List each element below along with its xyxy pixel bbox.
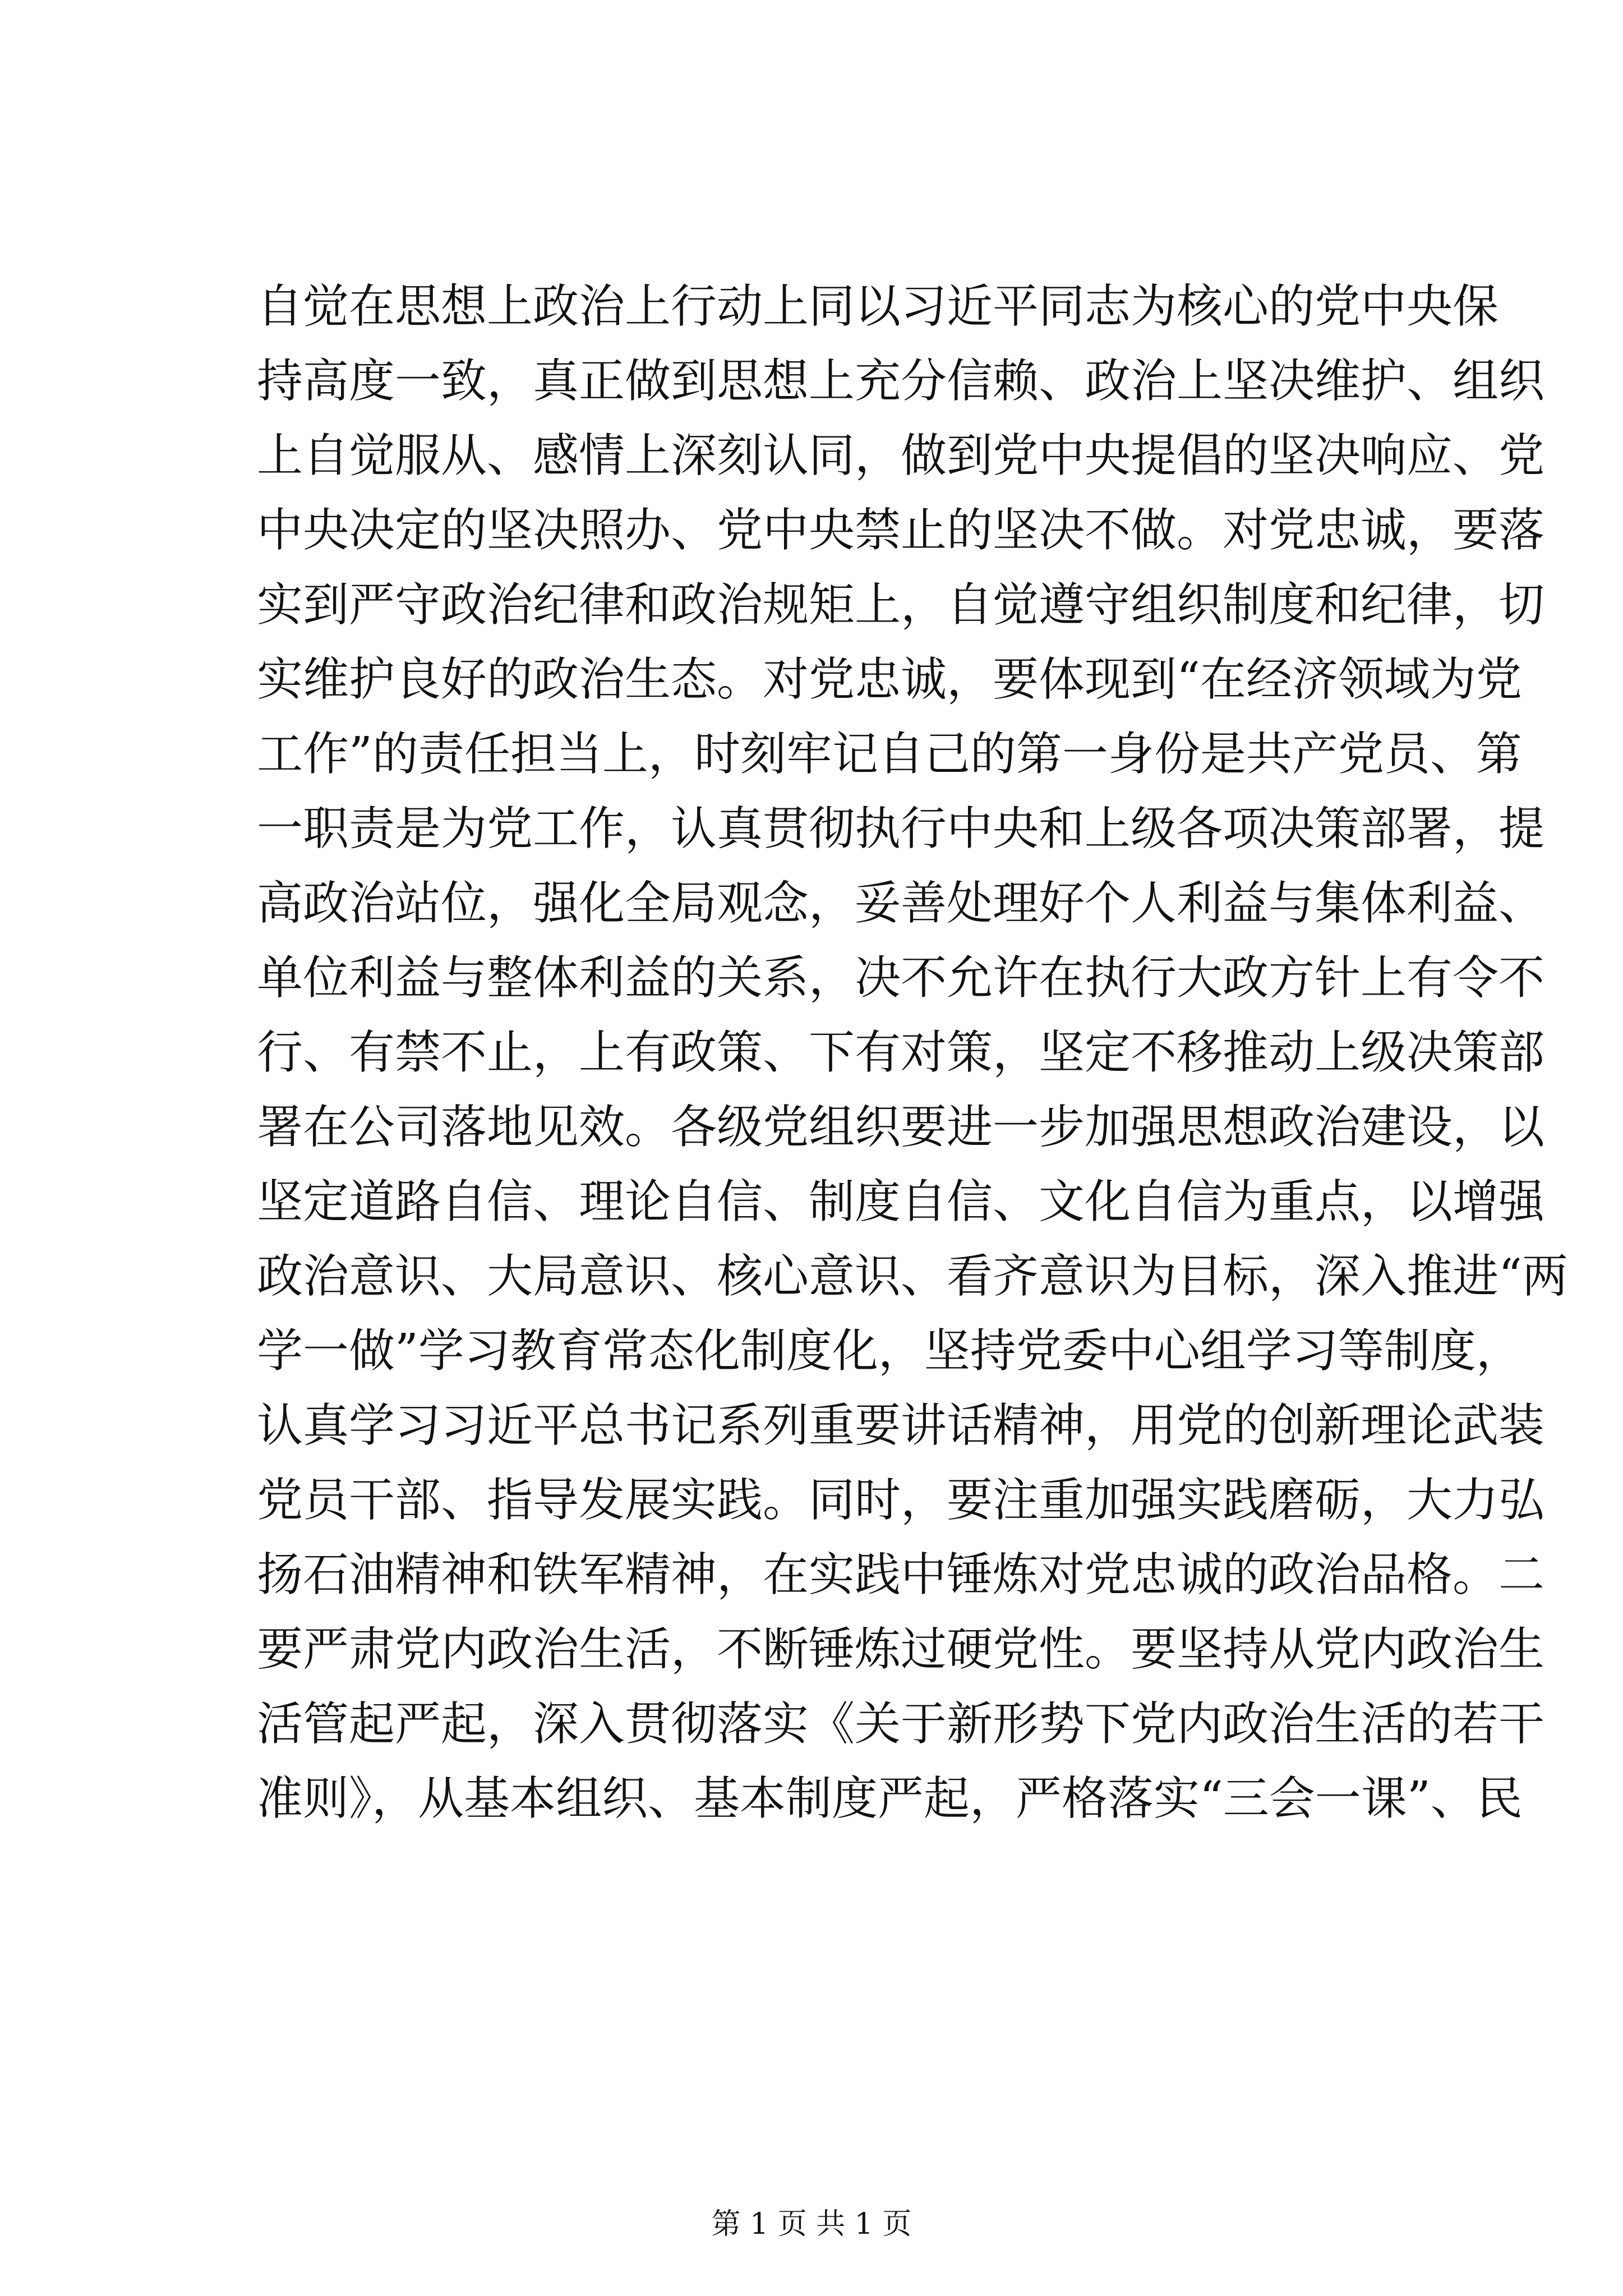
text-line: 坚定道路自信、理论自信、制度自信、文化自信为重点，以增强 [257, 1175, 1545, 1228]
text-line: 要严肃党内政治生活，不断锤炼过硬党性。要坚持从党内政治生 [257, 1623, 1545, 1676]
body-text [257, 269, 1568, 1836]
text-line: 中央决定的坚决照办、党中央禁止的坚决不做。对党忠诚，要落 [257, 504, 1545, 557]
text-line: 扬石油精神和铁军精神，在实践中锤炼对党忠诚的政治品格。二 [257, 1548, 1545, 1602]
text-line: 持高度一致，真正做到思想上充分信赖、政治上坚决维护、组织 [257, 355, 1545, 408]
text-line: 高政治站位，强化全局观念，妥善处理好个人利益与集体利益、 [257, 877, 1545, 930]
text-line: 政治意识、大局意识、核心意识、看齐意识为目标，深入推进“两 [257, 1250, 1568, 1303]
text-line: 署在公司落地见效。各级党组织要进一步加强思想政治建设，以 [257, 1101, 1545, 1154]
text-line: 活管起严起，深入贯彻落实《关于新形势下党内政治生活的若干 [257, 1697, 1545, 1751]
text-line: 工作”的责任担当上，时刻牢记自己的第一身份是共产党员、第 [257, 728, 1522, 781]
text-line: 学一做”学习教育常态化制度化，坚持党委中心组学习等制度， [257, 1324, 1522, 1378]
text-line: 认真学习习近平总书记系列重要讲话精神，用党的创新理论武装 [257, 1399, 1545, 1452]
text-line: 自觉在思想上政治上行动上同以习近平同志为核心的党中央保 [257, 280, 1499, 333]
text-line: 单位利益与整体利益的关系，决不允许在执行大政方针上有令不 [257, 951, 1545, 1005]
text-line: 实到严守政治纪律和政治规矩上，自觉遵守组织制度和纪律，切 [257, 578, 1545, 632]
text-line: 一职责是为党工作，认真贯彻执行中央和上级各项决策部署，提 [257, 802, 1545, 855]
text-line: 上自觉服从、感情上深刻认同，做到党中央提倡的坚决响应、党 [257, 429, 1545, 482]
text-line: 党员干部、指导发展实践。同时，要注重加强实践磨砺，大力弘 [257, 1474, 1545, 1527]
text-line: 准则》，从基本组织、基本制度严起，严格落实“三会一课”、民 [257, 1772, 1523, 1825]
text-line: 实维护良好的政治生态。对党忠诚，要体现到“在经济领域为党 [257, 653, 1522, 706]
text-line: 行、有禁不止，上有政策、下有对策，坚定不移推动上级决策部 [257, 1026, 1545, 1079]
page-footer: 第 1 页 共 1 页 [711, 2207, 912, 2241]
